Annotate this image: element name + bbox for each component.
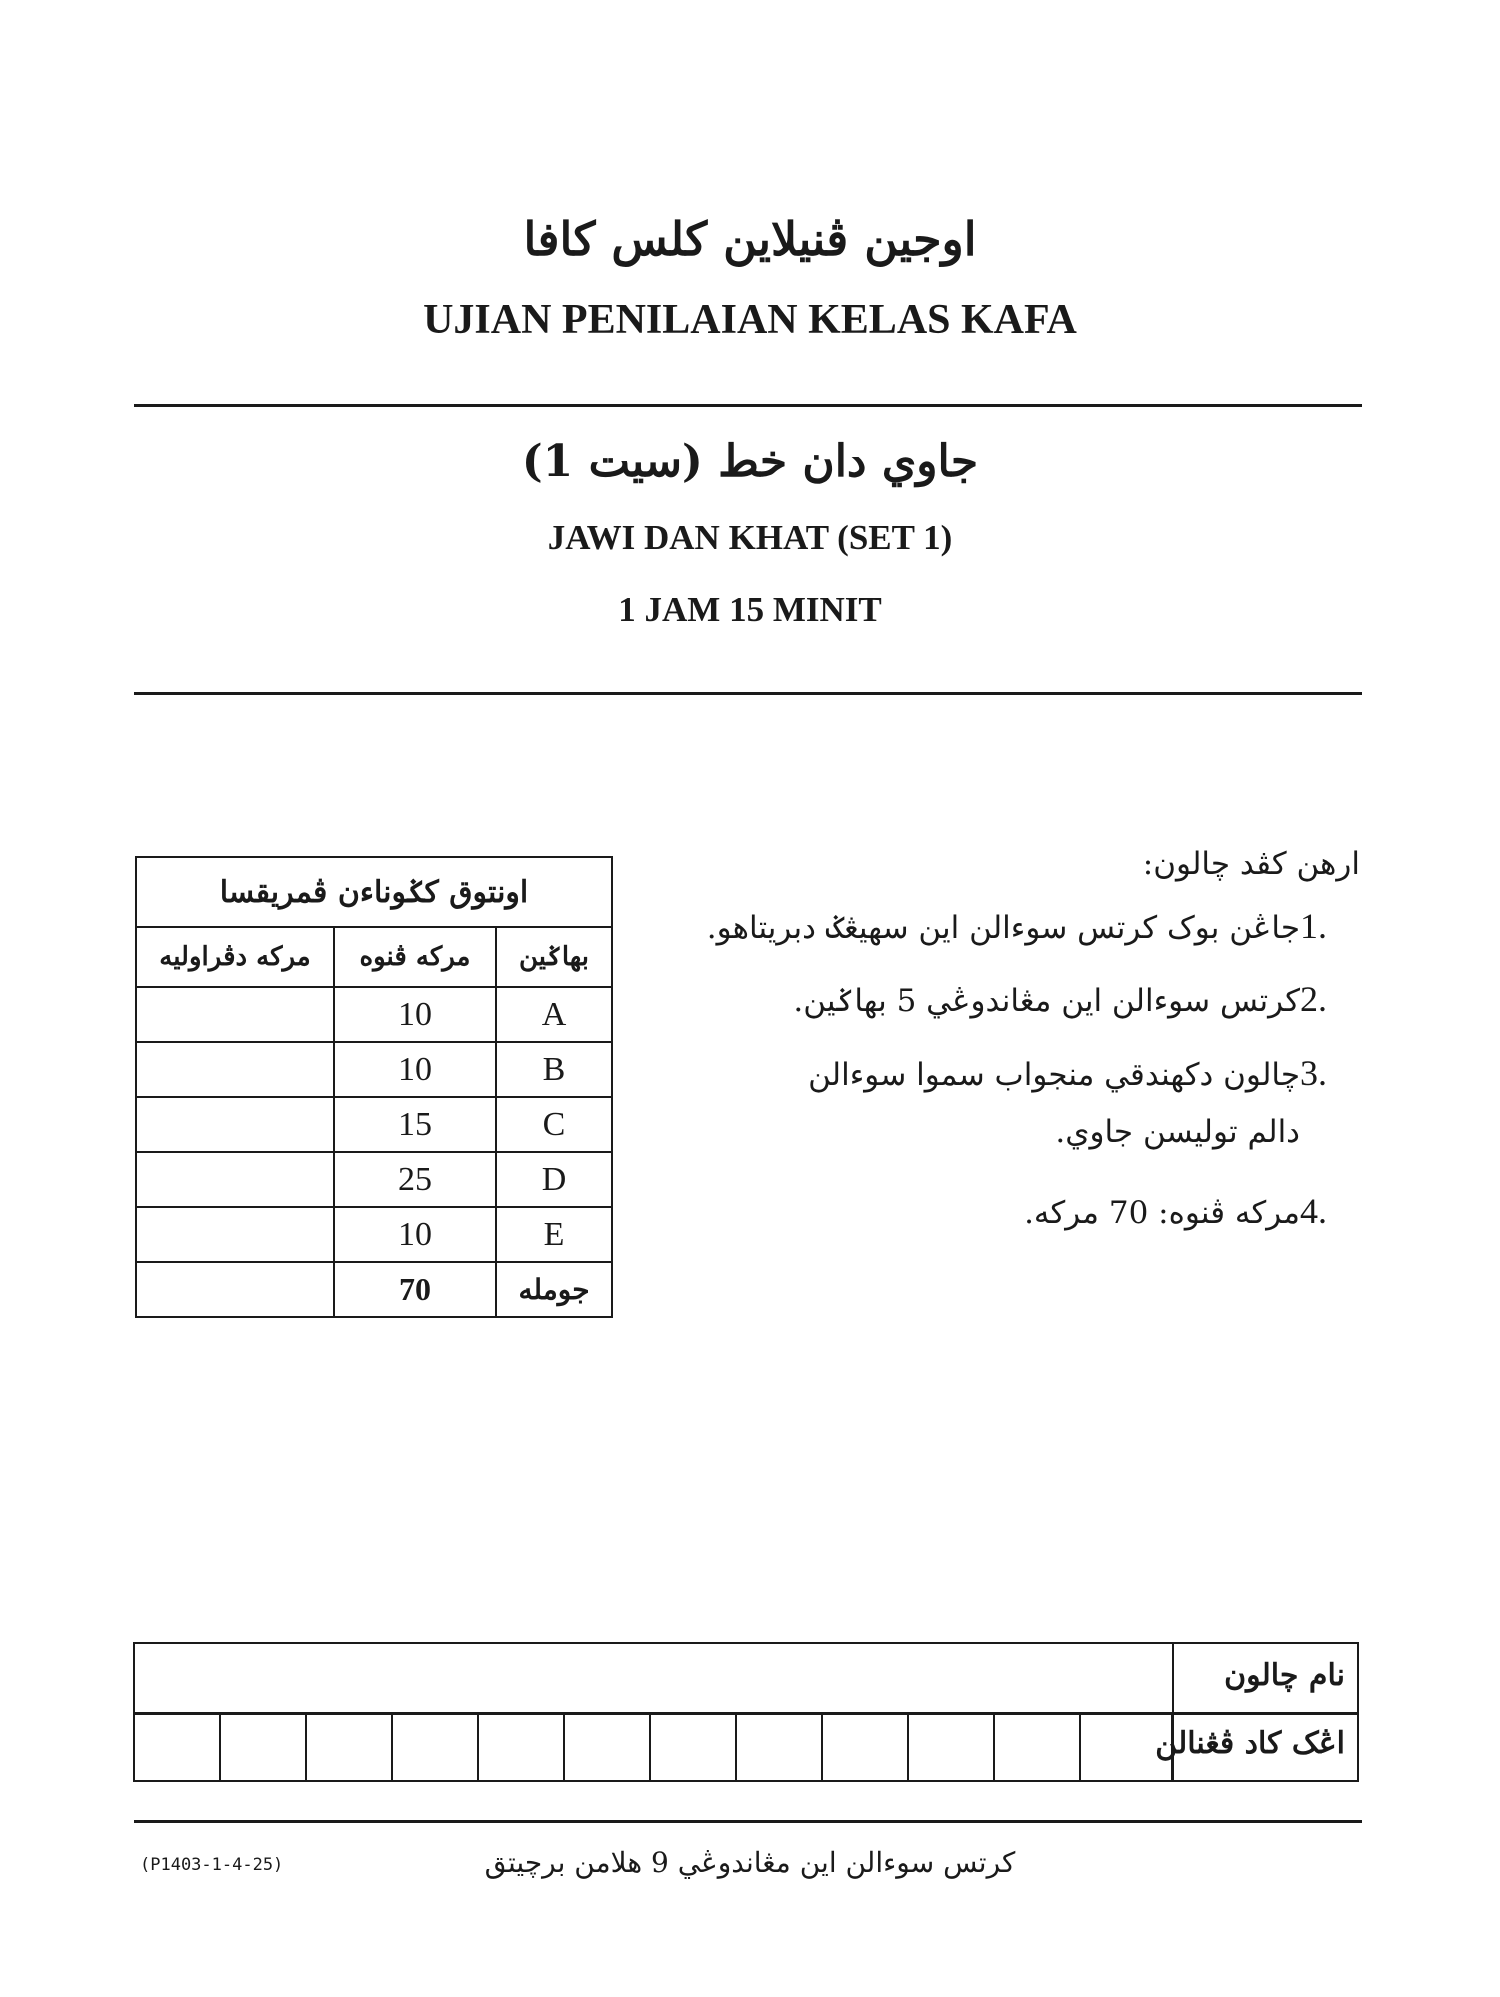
paper-code: (P1403-1-4-25) xyxy=(140,1855,284,1875)
total-obtained-cell xyxy=(136,1262,334,1317)
total-value-cell: 70 xyxy=(334,1262,496,1317)
section-cell: C xyxy=(496,1097,612,1152)
marks-obtained-cell xyxy=(136,1152,334,1207)
marks-obtained-cell xyxy=(136,1097,334,1152)
candidate-identity-box xyxy=(133,1642,1359,1782)
ic-digit-cell[interactable] xyxy=(221,1714,307,1782)
instruction-text: مرکه ڤنوه: 70 مرکه. xyxy=(1024,1195,1300,1231)
instruction-item-3 xyxy=(808,1052,1360,1094)
exam-title-jawi: اوجين ڤنيلاين کلس کافا xyxy=(523,212,977,266)
header-divider-top xyxy=(134,404,1362,407)
table-total-row xyxy=(136,1262,612,1317)
header-divider-bottom xyxy=(134,692,1362,695)
candidate-name-label: نام چالون xyxy=(1224,1658,1345,1693)
ic-digit-cell[interactable] xyxy=(135,1714,221,1782)
ic-digit-cell[interactable] xyxy=(565,1714,651,1782)
exam-title-rumi: UJIAN PENILAIAN KELAS KAFA xyxy=(423,297,1077,343)
ic-digit-cell[interactable] xyxy=(479,1714,565,1782)
marks-table-caption: اونتوق کݢوناءن ڤمريقسا xyxy=(136,857,612,927)
marks-table xyxy=(135,856,613,1318)
instruction-item-2 xyxy=(793,978,1360,1020)
instruction-number: 3. xyxy=(1300,1053,1327,1093)
ic-digit-cell[interactable] xyxy=(909,1714,995,1782)
exam-duration: 1 JAM 15 MINIT xyxy=(618,590,882,629)
full-marks-cell: 25 xyxy=(334,1152,496,1207)
subject-title-rumi: JAWI DAN KHAT (SET 1) xyxy=(547,518,953,557)
page-count-note: کرتس سوءالن اين مڠاندوڠي 9 هلامن برچيتق xyxy=(484,1846,1016,1879)
ic-digit-cell[interactable] xyxy=(651,1714,737,1782)
section-cell: A xyxy=(496,987,612,1042)
table-row xyxy=(136,1207,612,1262)
instruction-item-4 xyxy=(1024,1190,1360,1232)
marks-obtained-cell xyxy=(136,1207,334,1262)
instruction-text: چالون دکهندقي منجواب سموا سوءالن xyxy=(808,1057,1300,1093)
header-section: بهاݢين xyxy=(496,927,612,987)
total-label-cell: جومله xyxy=(496,1262,612,1317)
instruction-text: جاڠن بوک کرتس سوءالن اين سهيڠݢ دبريتاهو. xyxy=(706,910,1300,946)
instructions-heading: ارهن کڤد چالون: xyxy=(1142,846,1360,882)
ic-digit-cell[interactable] xyxy=(823,1714,909,1782)
table-row xyxy=(136,1042,612,1097)
marks-obtained-cell xyxy=(136,987,334,1042)
footer-divider xyxy=(134,1820,1362,1823)
ic-digit-cell[interactable] xyxy=(393,1714,479,1782)
candidate-name-field[interactable] xyxy=(135,1644,1173,1710)
section-cell: B xyxy=(496,1042,612,1097)
instruction-item-3-continued: دالم توليسن جاوي. xyxy=(1055,1114,1300,1150)
instruction-number: 4. xyxy=(1300,1191,1327,1231)
section-cell: E xyxy=(496,1207,612,1262)
ic-digit-cell[interactable] xyxy=(1081,1714,1173,1782)
table-row xyxy=(136,1097,612,1152)
full-marks-cell: 10 xyxy=(334,1207,496,1262)
marks-obtained-cell xyxy=(136,1042,334,1097)
section-cell: D xyxy=(496,1152,612,1207)
instruction-number: 1. xyxy=(1300,906,1327,946)
ic-digit-cell[interactable] xyxy=(737,1714,823,1782)
table-row xyxy=(136,1152,612,1207)
instruction-item-1 xyxy=(707,905,1360,947)
ic-digit-cell[interactable] xyxy=(307,1714,393,1782)
instruction-number: 2. xyxy=(1300,979,1327,1019)
header-marks-obtained: مرکه دڤراوليه xyxy=(136,927,334,987)
header-full-marks: مرکه ڤنوه xyxy=(334,927,496,987)
full-marks-cell: 10 xyxy=(334,1042,496,1097)
full-marks-cell: 10 xyxy=(334,987,496,1042)
subject-title-jawi: جاوي دان خط (سيت 1) xyxy=(521,436,979,487)
ic-digit-cell[interactable] xyxy=(995,1714,1081,1782)
full-marks-cell: 15 xyxy=(334,1097,496,1152)
table-row xyxy=(136,987,612,1042)
instruction-text: کرتس سوءالن اين مڠاندوڠي 5 بهاݢين. xyxy=(793,983,1300,1019)
ic-number-label: اڠک کاد ڤڠنالن xyxy=(1155,1726,1345,1761)
